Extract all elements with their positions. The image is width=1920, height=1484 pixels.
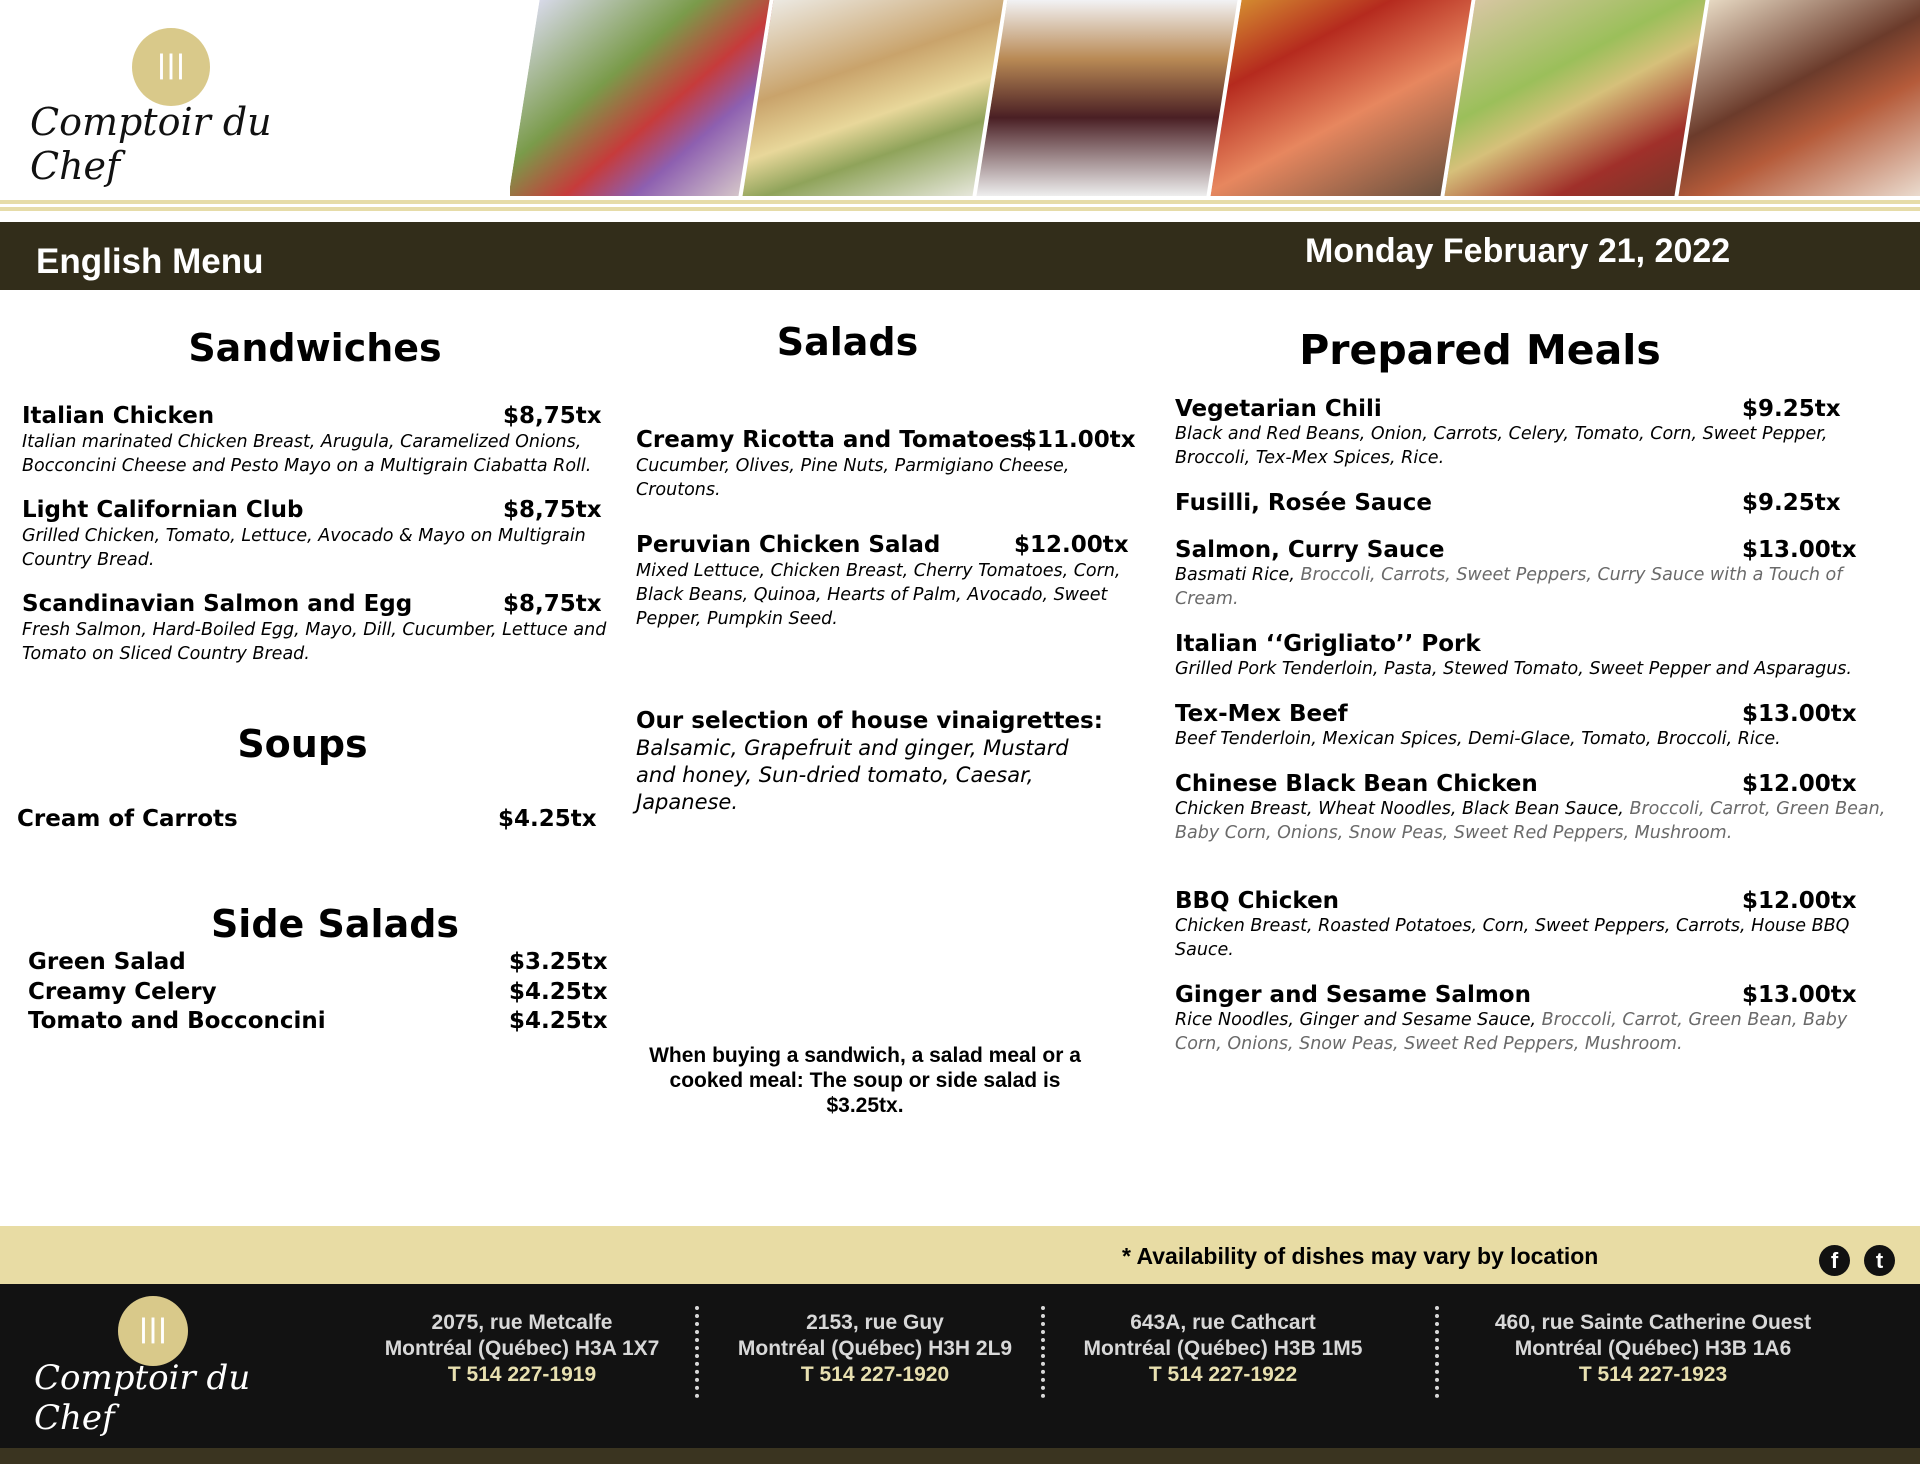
desc-grey: Broccoli, Carrot, Green Bean, Baby Corn, Onions, Snow Peas, Sweet Red Peppers, Mushroom. (1175, 1010, 1848, 1054)
brand-logo (30, 22, 320, 188)
location-phone: T 514 227-1919 (447, 1363, 597, 1386)
availability-band (0, 1226, 1920, 1284)
vinaigrettes-title: Our selection of house vinaigrettes: (636, 708, 1103, 734)
menu-item-price: $4.25tx (498, 806, 597, 832)
menu-item-name: Light Californian Club (22, 497, 304, 523)
desc-main: Rice Noodles, Ginger and Sesame Sauce, (1175, 1010, 1537, 1030)
footer-strip (0, 1448, 1920, 1464)
location-city: Montréal (Québec) H3H 2L9 (737, 1337, 1013, 1360)
location-street: 2075, rue Metcalfe (431, 1311, 613, 1334)
menu-item-description: Cucumber, Olives, Pine Nuts, Parmigiano Cheese, Croutons. (636, 456, 1070, 500)
menu-item-description: Italian marinated Chicken Breast, Arugula, Caramelized Onions, Bocconcini Cheese and Pesto Mayo on a Multigrain Ciabatta Roll. (22, 432, 592, 476)
menu-item-name: Vegetarian Chili (1175, 396, 1382, 422)
menu-item-price: $8,75tx (503, 403, 602, 429)
brand-name: Comptoir du Chef (34, 1358, 251, 1438)
availability-note: * Availability of dishes may vary by location (1122, 1243, 1599, 1269)
location-metcalfe (362, 1310, 682, 1388)
wrap-photo (1674, 0, 1920, 196)
location-city: Montréal (Québec) H3B 1A6 (1514, 1337, 1792, 1360)
desc-grey: Broccoli, Carrots, Sweet Peppers, Curry Sauce with a Touch of Cream. (1175, 565, 1843, 609)
food-photo-strip (510, 0, 1920, 196)
menu-item-description: Fresh Salmon, Hard-Boiled Egg, Mayo, Dill, Cucumber, Lettuce and Tomato on Sliced Country Bread. (22, 620, 607, 664)
twitter-icon[interactable]: t (1864, 1245, 1895, 1276)
menu-item-price: $12.00tx (1014, 532, 1129, 558)
desc-main: Basmati Rice, (1175, 565, 1295, 585)
menu-item-name: Tomato and Bocconcini (28, 1008, 326, 1034)
menu-item-description: Grilled Chicken, Tomato, Lettuce, Avocado & Mayo on Multigrain Country Bread. (22, 526, 586, 570)
menu-date: Monday February 21, 2022 (1305, 232, 1731, 270)
desc-main: Chicken Breast, Roasted Potatoes, Corn, Sweet Peppers, Carrots, House BBQ Sauce. (1175, 916, 1850, 960)
menu-item-description (1175, 797, 1895, 845)
sandwiches-title: Sandwiches (188, 326, 442, 370)
menu-item-price: $8,75tx (503, 497, 602, 523)
soups-title: Soups (237, 722, 368, 766)
menu-item-name: Peruvian Chicken Salad (636, 532, 941, 558)
menu-item-name: Ginger and Sesame Salmon (1175, 982, 1531, 1008)
menu-item-name: Scandinavian Salmon and Egg (22, 591, 413, 617)
prepared-meals-title: Prepared Meals (1299, 326, 1661, 374)
menu-item-name: Green Salad (28, 949, 186, 975)
side-salads-title: Side Salads (210, 902, 460, 946)
footer-divider (1041, 1306, 1045, 1398)
menu-item-price: $9.25tx (1742, 396, 1841, 422)
menu-item-name: Italian Chicken (22, 403, 215, 429)
menu-title: English Menu (36, 242, 264, 281)
menu-item-description: Mixed Lettuce, Chicken Breast, Cherry Tomatoes, Corn, Black Beans, Quinoa, Hearts of Palm, Avocado, Sweet Pepper, Pumpkin Seed. (636, 561, 1121, 629)
menu-item-name: Chinese Black Bean Chicken (1175, 771, 1538, 797)
menu-item-name: Creamy Celery (28, 979, 217, 1005)
desc-main: Black and Red Beans, Onion, Carrots, Celery, Tomato, Corn, Sweet Pepper, Broccoli, Tex-Mex Spices, Rice. (1175, 424, 1828, 468)
menu-item-name: Salmon, Curry Sauce (1175, 537, 1445, 563)
menu-item-name: Tex-Mex Beef (1175, 701, 1348, 727)
combo-note: When buying a sandwich, a salad meal or a cooked meal: The soup or side salad is $3.25tx. (649, 1044, 1081, 1117)
desc-main: Beef Tenderloin, Mexican Spices, Demi-Glace, Tomato, Broccoli, Rice. (1175, 729, 1781, 749)
menu-item-name: Cream of Carrots (17, 806, 238, 832)
location-city: Montréal (Québec) H3B 1M5 (1083, 1337, 1363, 1360)
location-street: 460, rue Sainte Catherine Ouest (1494, 1311, 1812, 1334)
chef-hat-icon: ||| (132, 28, 210, 106)
desc-main: Chicken Breast, Wheat Noodles, Black Bean Sauce, (1175, 799, 1624, 819)
menu-item-name: Fusilli, Rosée Sauce (1175, 490, 1433, 516)
desc-main: Grilled Pork Tenderloin, Pasta, Stewed Tomato, Sweet Pepper and Asparagus. (1175, 659, 1852, 679)
location-cathcart (1063, 1310, 1383, 1388)
header-stripe (0, 207, 1920, 211)
menu-item-price: $13.00tx (1742, 701, 1857, 727)
location-phone: T 514 227-1920 (800, 1363, 950, 1386)
menu-item-price: $9.25tx (1742, 490, 1841, 516)
salads-title: Salads (776, 320, 919, 364)
menu-item-price: $11.00tx (1021, 427, 1136, 453)
menu-item-price: $3.25tx (509, 949, 608, 975)
footer-divider (1435, 1306, 1439, 1398)
menu-item-price: $13.00tx (1742, 537, 1857, 563)
chef-hat-icon: ||| (118, 1296, 188, 1366)
menu-item-description (1175, 422, 1905, 470)
facebook-icon[interactable]: f (1819, 1245, 1850, 1276)
location-street: 643A, rue Cathcart (1130, 1311, 1316, 1334)
desc-grey: Broccoli, Carrot, Green Bean, Baby Corn, Onions, Snow Peas, Sweet Red Peppers, Mushroom. (1175, 799, 1886, 843)
footer-logo (34, 1296, 294, 1438)
menu-item-description (1175, 1008, 1895, 1056)
menu-item-price: $4.25tx (509, 1008, 608, 1034)
menu-item-description (1175, 563, 1855, 611)
header-stripe (0, 200, 1920, 204)
menu-item-description (1175, 914, 1855, 962)
menu-item-price: $8,75tx (503, 591, 602, 617)
location-sainte-catherine (1463, 1310, 1843, 1388)
location-street: 2153, rue Guy (806, 1311, 944, 1334)
vinaigrettes-list: Balsamic, Grapefruit and ginger, Mustard and honey, Sun-dried tomato, Caesar, Japanese. (636, 736, 1069, 814)
menu-item-price: $12.00tx (1742, 771, 1857, 797)
menu-item-description (1175, 727, 1895, 751)
menu-item-name: Italian ‘‘Grigliato’’ Pork (1175, 631, 1481, 657)
menu-item-price: $4.25tx (509, 979, 608, 1005)
location-phone: T 514 227-1922 (1148, 1363, 1298, 1386)
menu-item-price: $12.00tx (1742, 888, 1857, 914)
location-city: Montréal (Québec) H3A 1X7 (384, 1337, 660, 1360)
footer-divider (695, 1306, 699, 1398)
menu-item-name: BBQ Chicken (1175, 888, 1340, 914)
location-phone: T 514 227-1923 (1578, 1363, 1728, 1386)
menu-item-name: Creamy Ricotta and Tomatoes (636, 427, 1024, 453)
location-guy (715, 1310, 1035, 1388)
menu-item-price: $13.00tx (1742, 982, 1857, 1008)
brand-name: Comptoir du Chef (30, 100, 272, 188)
menu-item-description (1175, 657, 1915, 681)
